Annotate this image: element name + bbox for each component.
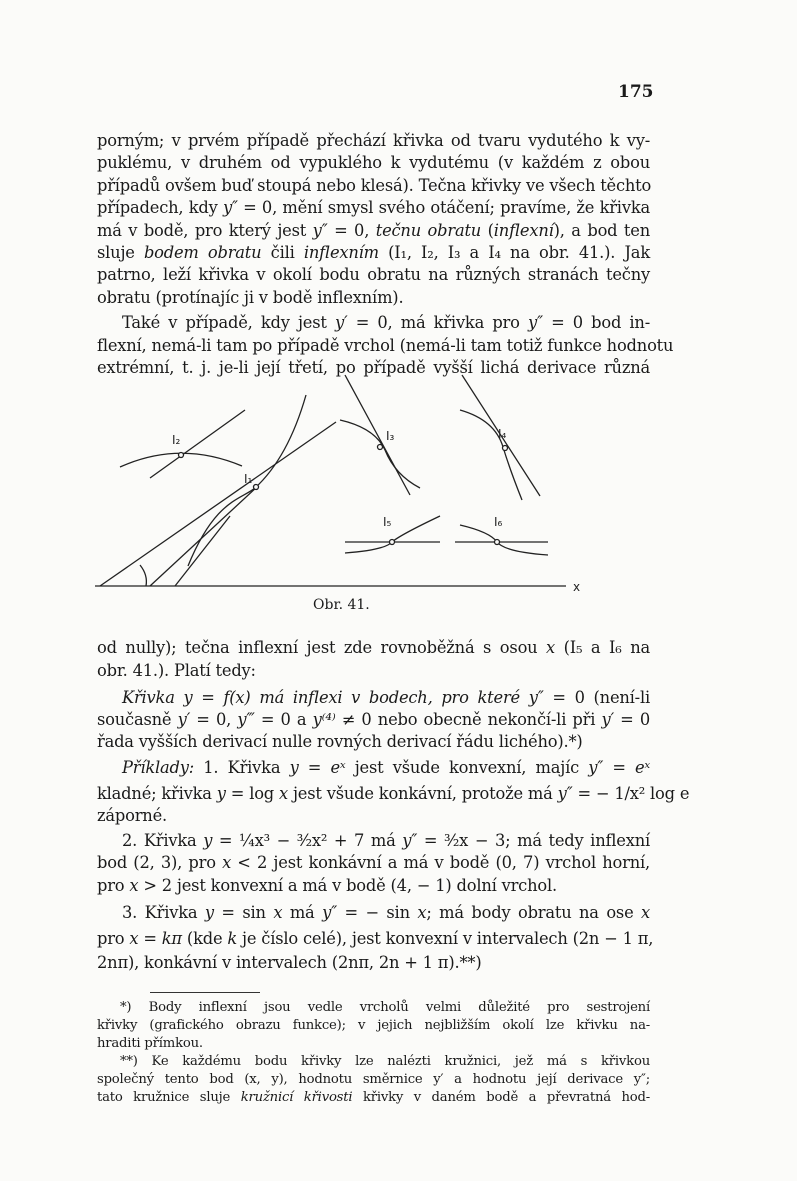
tangent-i2 — [150, 410, 245, 478]
text-segment: čili — [261, 243, 304, 262]
italic-text: y = eˣ — [289, 758, 346, 777]
italic-text: x — [417, 903, 427, 922]
footnote-line — [97, 1072, 650, 1088]
text-segment: je číslo celé), jest konvexní v intervalech (2n − 1 π, — [237, 929, 654, 948]
text-segment: extrémní, t. j. je-li její třetí, po případě vyšší lichá derivace různá — [97, 358, 650, 377]
figure-caption: Obr. 41. — [313, 597, 370, 613]
text-segment: 1. Křivka — [194, 758, 290, 777]
tangent-i3 — [345, 375, 410, 495]
text-segment: 2. Křivka — [122, 831, 204, 850]
label-i4: I₄ — [498, 427, 507, 441]
text-segment: 3. Křivka — [122, 903, 205, 922]
curve-i3 — [340, 420, 420, 488]
angle-arc — [140, 565, 146, 586]
italic-text: tečnu obratu — [375, 221, 482, 240]
text-segment: **) Ke každému bodu křivky lze nalézti kružnici, jež má s křivkou — [120, 1054, 650, 1069]
text-segment: (I₁, I₂, I₃ a I₄ na obr. 41.). Jak — [378, 243, 650, 262]
italic-text: Příklady: — [122, 758, 195, 777]
line-b — [175, 516, 230, 586]
italic-text: x — [222, 853, 232, 872]
text-segment: = 0 a — [254, 710, 313, 729]
point-i5 — [390, 540, 395, 545]
text-segment: = 0, má křivka pro — [347, 313, 528, 332]
label-i5: I₅ — [383, 515, 392, 529]
point-i1 — [254, 485, 259, 490]
italic-text: kružnicí křivosti — [240, 1090, 353, 1105]
text-segment: řada vyšších derivací nulle rovných derivací řádu lichého).*) — [97, 732, 583, 751]
text-segment: ( — [481, 221, 494, 240]
italic-text: y″ — [528, 688, 544, 707]
text-segment: jest všude konvexní, majíc — [345, 758, 589, 777]
text-segment: = log — [225, 784, 279, 803]
text-segment: společný tento bod (x, y), hodnotu směrnice y′ a hodnotu její derivace y″; — [97, 1072, 650, 1087]
text-segment: současně — [97, 710, 178, 729]
line-a — [150, 486, 258, 586]
italic-text: y″ — [312, 221, 328, 240]
footnote-line — [120, 1054, 650, 1070]
text-segment: od nully); tečna inflexní jest zde rovnoběžná s osou — [97, 638, 547, 657]
text-segment: < 2 jest konkávní a má v bodě (0, 7) vrchol horní, — [231, 853, 650, 872]
label-i6: I₆ — [494, 515, 503, 529]
footnote-line — [120, 1000, 650, 1016]
label-i2: I₂ — [172, 433, 181, 447]
text-segment: = 0, — [327, 221, 376, 240]
italic-text: inflexním — [303, 243, 379, 262]
text-segment: ≠ 0 nebo obecně nekončí-li při — [335, 710, 602, 729]
italic-text: y″ = eˣ — [588, 758, 650, 777]
text-segment: puklému, v druhém od vypuklého k vydutému (v každém z obou — [97, 153, 650, 172]
curve-i4 — [460, 410, 522, 500]
footnote-rule — [150, 992, 260, 993]
text-segment: = ¼x³ − ³⁄₂x² + 7 má — [212, 831, 403, 850]
text-segment: patrno, leží křivka v okolí bodu obratu na různých stranách tečny — [97, 265, 650, 284]
text-segment: jest všude konkávní, protože má — [287, 784, 558, 803]
italic-text: y — [216, 784, 226, 803]
text-segment: *) Body inflexní jsou vedle vrcholů velmi důležité pro sestrojení — [120, 1000, 650, 1015]
footnote-line — [97, 1036, 650, 1052]
italic-text: y″ — [557, 784, 573, 803]
italic-text: Křivka y = f(x) má inflexi v bodech, pro které — [122, 688, 529, 707]
label-x: x — [573, 580, 581, 594]
italic-text: k — [227, 929, 238, 948]
text-segment: = − 1/x² log e — [572, 784, 690, 803]
italic-text: y‴ — [237, 710, 255, 729]
italic-text: x — [546, 638, 556, 657]
text-segment: = 0, — [190, 710, 238, 729]
text-segment: 2nπ), konkávní v intervalech (2nπ, 2n + 1 π).**) — [97, 953, 482, 972]
text-segment: obr. 41.). Platí tedy: — [97, 661, 256, 680]
label-i3: I₃ — [386, 429, 395, 443]
text-segment: křivky (grafického obrazu funkce); v jejich nejbližším okolí lze křivku na- — [97, 1018, 650, 1033]
text-segment: ), a bod ten — [553, 221, 650, 240]
point-i2 — [179, 453, 184, 458]
point-i6 — [495, 540, 500, 545]
text-segment: flexní, nemá-li tam po případě vrchol (nemá-li tam totiž funkce hodnotu — [97, 336, 674, 355]
footnote-line — [97, 1090, 650, 1106]
italic-text: y — [203, 831, 213, 850]
point-i4 — [503, 446, 508, 451]
italic-text: y′ — [334, 313, 348, 332]
text-segment: porným; v prvém případě přechází křivka od tvaru vydutého k vy- — [97, 131, 650, 150]
text-segment: bod (2, 3), pro — [97, 853, 223, 872]
text-segment: = 0, mění smysl svého otáčení; pravíme, že křivka — [237, 198, 650, 217]
text-segment: případech, kdy — [97, 198, 223, 217]
point-i3 — [378, 445, 383, 450]
text-segment: má — [282, 903, 323, 922]
text-segment: = ³⁄₂x − 3; má tedy inflexní — [417, 831, 651, 850]
text-segment: hraditi přímkou. — [97, 1036, 203, 1051]
text-segment: > 2 jest konvexní a má v bodě (4, − 1) dolní vrchol. — [138, 876, 557, 895]
text-segment: (kde — [181, 929, 228, 948]
text-segment: obratu (protínajíc ji v bodě inflexním). — [97, 288, 404, 307]
italic-text: x — [273, 903, 283, 922]
text-segment: případů ovšem buď stoupá nebo klesá). Tečna křivky ve všech těchto — [97, 176, 652, 195]
text-segment: sluje — [97, 243, 144, 262]
text-segment: pro — [97, 876, 130, 895]
italic-text: bodem obratu — [143, 243, 262, 262]
italic-text: y′ — [601, 710, 614, 729]
italic-text: x — [641, 903, 651, 922]
text-segment: tato kružnice sluje — [97, 1090, 241, 1105]
text-segment: pro — [97, 929, 130, 948]
label-i1: I₁ — [244, 472, 253, 486]
italic-text: x = kπ — [129, 929, 182, 948]
tangent-i1 — [100, 422, 336, 586]
italic-text: y″ — [402, 831, 418, 850]
text-segment: = 0 — [613, 710, 650, 729]
curve-i6 — [460, 525, 548, 555]
text-segment: = 0 bod in- — [542, 313, 650, 332]
text-segment: křivky v daném bodě a převratná hod- — [352, 1090, 651, 1105]
text-segment: (I₅ a I₆ na — [555, 638, 650, 657]
curve-i5 — [345, 516, 440, 553]
italic-text: y — [204, 903, 214, 922]
italic-text: inflexní — [493, 221, 554, 240]
italic-text: x — [129, 876, 139, 895]
italic-text: x — [279, 784, 288, 803]
italic-text: y″ — [322, 903, 337, 922]
italic-text: y′ — [177, 710, 191, 729]
text-segment: Také v případě, kdy jest — [122, 313, 335, 332]
text-segment: ; má body obratu na ose — [426, 903, 642, 922]
italic-text: y″ — [527, 313, 543, 332]
italic-text: y⁽⁴⁾ — [312, 710, 336, 729]
italic-text: y″ — [222, 198, 238, 217]
footnote-line — [97, 1018, 650, 1034]
text-segment: kladné; křivka — [97, 784, 217, 803]
page-number: 175 — [618, 82, 654, 102]
text-segment: = − sin — [336, 903, 418, 922]
text-segment: záporné. — [97, 806, 167, 825]
text-segment: = 0 (není-li — [543, 688, 650, 707]
text-segment: má v bodě, pro který jest — [97, 221, 313, 240]
text-segment: = sin — [213, 903, 274, 922]
